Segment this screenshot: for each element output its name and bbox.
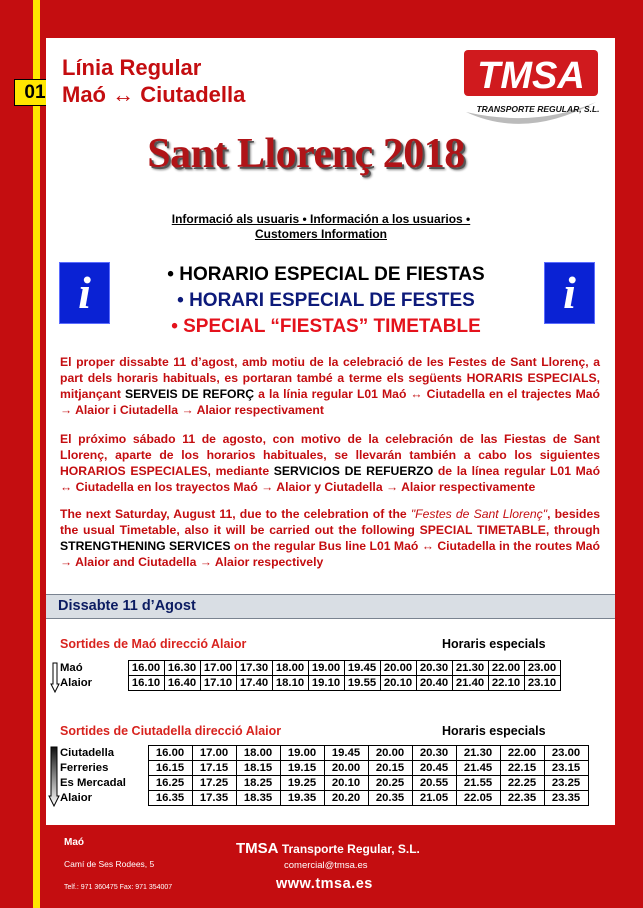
departure-time: 16.00	[128, 661, 164, 676]
departure-time: 18.35	[236, 791, 280, 806]
departure-time: 16.00	[148, 746, 192, 761]
departure-time: 18.25	[236, 776, 280, 791]
departure-time: 22.05	[456, 791, 500, 806]
stop-name: Alaior	[60, 791, 93, 804]
departure-time: 23.00	[544, 746, 588, 761]
departure-time: 20.15	[368, 761, 412, 776]
table-row	[56, 791, 588, 806]
departure-time: 20.55	[412, 776, 456, 791]
departure-time: 20.10	[324, 776, 368, 791]
departure-time: 19.45	[344, 661, 380, 676]
departure-time: 23.00	[524, 661, 560, 676]
departure-time: 19.25	[280, 776, 324, 791]
departure-time: 16.10	[128, 676, 164, 691]
departure-time: 20.30	[412, 746, 456, 761]
departure-time: 23.15	[544, 761, 588, 776]
headline-en: • SPECIAL “FIESTAS” TIMETABLE	[171, 316, 481, 337]
departure-time: 21.55	[456, 776, 500, 791]
departure-time: 20.40	[416, 676, 452, 691]
stop-name: Alaior	[60, 676, 93, 689]
footer-email-link[interactable]: comercial@tmsa.es	[284, 860, 368, 871]
line-title: Línia Regular	[62, 55, 202, 80]
schedule-2-note: Horaris especials	[442, 724, 546, 738]
departure-time: 16.30	[164, 661, 200, 676]
paragraph-en: The next Saturday, August 11, due to the celebration of the "Festes de Sant Llorenç", besides the usual Timetable, also it will be carried out the following SPECIAL TIMETABLE, through STRENGTHENING SERVICES on the regular Bus line L01 Maó ↔ Ciutadella in the routes Maó → Alaior and Ciutadella → Alaior respectively	[60, 507, 600, 569]
departure-time: 16.35	[148, 791, 192, 806]
departure-time: 20.00	[324, 761, 368, 776]
headline-ca: • HORARI ESPECIAL DE FESTES	[177, 290, 475, 311]
departure-time: 19.55	[344, 676, 380, 691]
departure-time: 22.35	[500, 791, 544, 806]
footer-address: Camí de Ses Rodees, 5	[64, 859, 155, 869]
departure-time: 22.10	[488, 676, 524, 691]
departure-time: 19.00	[308, 661, 344, 676]
info-header: Informació als usuaris • Información a los usuarios • Customers Information	[171, 212, 471, 241]
line-route: Maó ↔ Ciutadella	[62, 82, 246, 107]
event-title: Sant Llorenç 2018	[147, 131, 465, 177]
stop-name: Ferreries	[60, 761, 109, 774]
departure-time: 19.45	[324, 746, 368, 761]
departure-time: 17.10	[200, 676, 236, 691]
departure-time: 23.25	[544, 776, 588, 791]
logo-tagline: TRANSPORTE REGULAR, S.L.	[476, 104, 600, 114]
departure-time: 22.15	[500, 761, 544, 776]
footer-phones: Telf.: 971 360475 Fax: 971 354007	[64, 884, 173, 891]
departure-time: 21.05	[412, 791, 456, 806]
departure-time: 20.25	[368, 776, 412, 791]
footer-company: TMSA Transporte Regular, S.L.	[236, 840, 420, 857]
departure-time: 21.45	[456, 761, 500, 776]
departure-time: 22.00	[488, 661, 524, 676]
notice-page	[46, 38, 615, 825]
departure-time: 17.15	[192, 761, 236, 776]
footer-website-link[interactable]: www.tmsa.es	[276, 876, 373, 892]
departure-time: 21.40	[452, 676, 488, 691]
route-number-badge: 01	[14, 79, 56, 106]
departure-time: 20.00	[368, 746, 412, 761]
departure-time: 20.30	[416, 661, 452, 676]
table-row	[56, 746, 588, 761]
table-row	[56, 761, 588, 776]
day-heading: Dissabte 11 d’Agost	[46, 594, 615, 619]
departure-time: 20.35	[368, 791, 412, 806]
departure-time: 23.35	[544, 791, 588, 806]
table-row	[56, 776, 588, 791]
schedule-1-title: Sortides de Maó direcció Alaior	[60, 637, 247, 651]
departure-time: 17.40	[236, 676, 272, 691]
departure-time: 21.30	[452, 661, 488, 676]
departure-time: 18.00	[236, 746, 280, 761]
stop-name: Es Mercadal	[60, 776, 126, 789]
schedule-1-note: Horaris especials	[442, 637, 546, 651]
departure-time: 19.00	[280, 746, 324, 761]
departure-time: 20.45	[412, 761, 456, 776]
stop-name: Ciutadella	[60, 746, 114, 759]
departure-time: 20.20	[324, 791, 368, 806]
schedule-2-table	[56, 745, 589, 806]
departure-time: 17.00	[200, 661, 236, 676]
departure-time: 19.35	[280, 791, 324, 806]
departure-time: 20.00	[380, 661, 416, 676]
departure-time: 18.10	[272, 676, 308, 691]
departure-time: 18.15	[236, 761, 280, 776]
paragraph-ca: El proper dissabte 11 d’agost, amb motiu de la celebració de les Festes de Sant Llorenç, a part dels horaris habituals, es portaran també a terme els següents HORARIS ESPECIALS, mitjançant SERVEIS DE REFORÇ a la línia regular L01 Maó ↔ Ciutadella en el trajectes Maó → Alaior i Ciutadella → Alaior respectivament	[60, 355, 600, 417]
departure-time: 22.00	[500, 746, 544, 761]
departure-time: 16.25	[148, 776, 192, 791]
departure-time: 23.10	[524, 676, 560, 691]
info-icon: i	[544, 262, 595, 324]
departure-time: 17.00	[192, 746, 236, 761]
yellow-stripe	[33, 0, 40, 908]
table-row	[56, 676, 560, 691]
headline-es: • HORARIO ESPECIAL DE FIESTAS	[167, 264, 485, 285]
info-icon: i	[59, 262, 110, 324]
departure-time: 19.15	[280, 761, 324, 776]
departure-time: 16.15	[148, 761, 192, 776]
logo-brand: TMSA	[477, 55, 585, 97]
departure-time: 21.30	[456, 746, 500, 761]
paragraph-es: El próximo sábado 11 de agosto, con motivo de la celebración de las Fiestas de Sant Llorenç, aparte de los horarios habituales, se llevarán también a cabo los siguientes HORARIOS ESPECIALES, mediante SERVICIOS DE REFUERZO de la línea regular L01 Maó ↔ Ciutadella en los trayectos Maó → Alaior y Ciutadella → Alaior respectivamente	[60, 432, 601, 494]
departure-time: 22.25	[500, 776, 544, 791]
line-name	[62, 54, 245, 108]
schedule-2-title: Sortides de Ciutadella direcció Alaior	[60, 724, 282, 738]
departure-time: 19.10	[308, 676, 344, 691]
tmsa-logo	[456, 42, 606, 134]
schedule-1-table	[56, 660, 561, 691]
footer-city: Maó	[64, 837, 84, 848]
table-row	[56, 661, 560, 676]
departure-time: 17.35	[192, 791, 236, 806]
stop-name: Maó	[60, 661, 83, 674]
departure-time: 17.30	[236, 661, 272, 676]
departure-time: 17.25	[192, 776, 236, 791]
departure-time: 18.00	[272, 661, 308, 676]
departure-time: 20.10	[380, 676, 416, 691]
departure-time: 16.40	[164, 676, 200, 691]
